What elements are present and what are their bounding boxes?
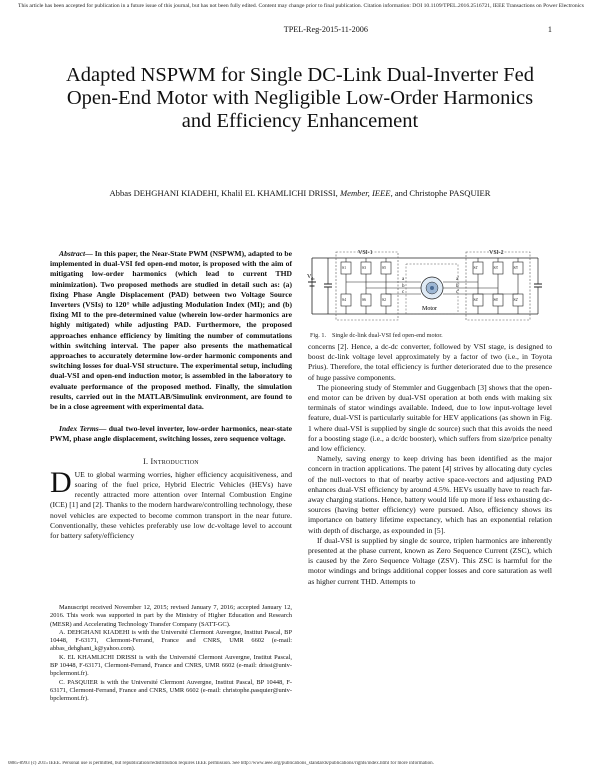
vsi2-label: VSI-2 bbox=[489, 250, 504, 256]
vsi1-s4: S4 bbox=[342, 298, 347, 302]
motor-label: Motor bbox=[422, 306, 437, 312]
vsi1-label: VSI-1 bbox=[358, 250, 373, 256]
vsi1-s2: S2 bbox=[382, 298, 387, 302]
right-paragraph-3: Namely, saving energy to keep driving has been identified as the major concern in traction applications. The patent [4] strives by allocating duty cycles of the null-vectors to that of nearby active space-vectors and adjusting PAD enhances dual-VSI efficiency by around 4.5%. HEVs usually have to reach far-away charging stations. Hence, battery would life up more if less exhausting dc-sources (having better efficiency) were pursued. Also, efficiency shows its importance on battery lifetime expectancy, which has an exponential relation with depth of discharge, as expounded in [5]. bbox=[308, 454, 552, 535]
footnote-author-3: C. PASQUIER is with the Université Clermont Auvergne, Institut Pascal, BP 10448, F-63171, Clermont-Ferrand, France and CNRS, UMR 6602 (e-mail: christophe.pasquier@univ-bpclermont.fr). bbox=[50, 678, 292, 703]
right-paragraph-2: The pioneering study of Stemmler and Guggenbach [3] shows that the open-end motor can be driven by dual-VSI operation at both ends with making six terminals of stator windings available. Indeed, due to low input-voltage level feature, dual-VSI is particularly suitable for HEV applications (as shown in Fig. 1 where dual-VSI is supplied by single dc source) such that this avoids the need for a boosting stage (i.e., a dc/dc booster), which suffers from size/price penalty and low efficiency. bbox=[308, 382, 552, 454]
footnotes bbox=[50, 604, 292, 704]
vsi2-s3: S3' bbox=[493, 266, 499, 270]
vsi2-s1: S1' bbox=[473, 266, 479, 270]
right-paragraph-1: concerns [2]. Hence, a dc-dc converter, followed by VSI stage, is designed to boost dc-link voltage level approximately by a factor of two (i.e., in Toyota Prius). Therefore, the total efficiency is further deteriorated due to the presence of huge passive components. bbox=[308, 342, 552, 382]
index-terms bbox=[50, 424, 292, 444]
section-heading-introduction bbox=[50, 457, 292, 467]
capacitor-2 bbox=[534, 258, 542, 314]
footnote-author-1: A. DEHGHANI KIADEHI is with the Université Clermont Auvergne, Institut Pascal, BP 10448, F-63171, Clermont-Ferrand, France and CNRS, UMR 6602 (e-mail: abbas_dehghani_k@yahoo.com). bbox=[50, 628, 292, 653]
phase-a2-label: a' bbox=[456, 277, 460, 282]
figure-number: Fig. 1. bbox=[310, 332, 326, 339]
capacitor-1 bbox=[324, 258, 332, 314]
authors-main: Abbas DEHGHANI KIADEHI, Khalil EL KHAMLICHI DRISSI, bbox=[109, 188, 338, 198]
dc-source bbox=[307, 258, 316, 314]
abstract-text: — In this paper, the Near-State PWM (NSPWM), adapted to be implemented in dual-VSI fed open-end motor, is proposed with the aim of mitigating low-order harmonics (which lead to current THD minimization). Two proposed methods are studied in detail such as: (a) fixing Phase Angle Displacement (PAD) between two Voltage Source Inverters (VSIs) to 120° while adjusting Modulation Index (MI); and (b) fixing MI to the pre-determined value (wherein low-order harmonics are highly mitigated) while adjusting PAD. Furthermore, the proposed approaches enhance efficiency by limiting the number of commutations within switching interval. The paper also presents the mathematical approaches to accurately determine low-order harmonic components and switching losses for dual-VSI structure. The experimental setup, including dual-VSI and open-end induction motor, is assembled in the laboratory to evaluate performance of the proposed method. Finally, the simulation results, carried out in the MATLAB/Simulink environment, are found to be in a close agreement with experimental data. bbox=[50, 249, 292, 412]
abstract bbox=[50, 249, 292, 412]
vsi1-s6: S6 bbox=[362, 298, 367, 302]
intro-text: UE to global warming worries, higher efficiency acquisitiveness, and soaring of the fuel price, Hybrid Electric Vehicles (HEVs) have recently attracted more attention over Internal Combustion Engine (ICE) [1] and [2]. Thanks to the modern hardware/controlling technology, these novel vehicles are expected to become common transport in the near future. Conventionally, these vehicles preferably use low dc-voltage level to account for battery safety/efficiency bbox=[50, 469, 292, 541]
phase-a-label: a bbox=[402, 277, 405, 282]
page-number: 1 bbox=[547, 25, 552, 34]
phase-c-label: c bbox=[402, 290, 405, 295]
vsi2-s5: S5' bbox=[513, 266, 519, 270]
paper-id: TPEL-Reg-2015-11-2006 bbox=[283, 25, 368, 34]
section-title: Introduction bbox=[150, 456, 199, 466]
journal-notice: This article has been accepted for publication in a future issue of this journal, but has not been fully edited. Content may change prior to final publication. Citation information: DOI 10.1109/TPEL.2016.2516721, IEEE Transactions on Power Electronics bbox=[18, 3, 584, 9]
vdc-subscript: dc bbox=[311, 276, 315, 281]
vsi2-s2: S2' bbox=[513, 298, 519, 302]
footnote-author-2: K. EL KHAMLICHI DRISSI is with the Université Clermont Auvergne, Institut Pascal, BP 10448, F-63171, Clermont-Ferrand, France and CNRS, UMR 6602 (e-mail: drissi@univ-bpclermont.fr). bbox=[50, 653, 292, 678]
right-paragraph-4: If dual-VSI is supplied by single dc source, triplen harmonics are inherently presented at the phase current, known as Zero Sequence Current (ZSC), which is caused by the Zero Sequence Voltage (ZSV). This ZSC is harmful for the motor windings and brings additional copper losses and core saturation as well as higher current THD. Attempts to bbox=[308, 535, 552, 586]
index-terms-text: — dual two-level inverter, low-order harmonics, near-state PWM, phase angle displacement, switching losses, zero sequence voltage. bbox=[50, 424, 293, 444]
copyright-notice: 0885-8993 (c) 2015 IEEE. Personal use is permitted, but republication/redistribution requires IEEE permission. See http://www.ieee.org/publications_standards/publications/rights/index.html for more information. bbox=[8, 761, 434, 766]
motor-icon bbox=[421, 277, 443, 299]
vsi1-s1: S1 bbox=[342, 266, 347, 270]
vsi1-s5: S5 bbox=[382, 266, 387, 270]
figure-caption-text: Single dc-link dual-VSI fed open-end motor. bbox=[332, 332, 443, 339]
drop-cap: D bbox=[50, 465, 72, 499]
intro-paragraph bbox=[50, 465, 292, 541]
authors-tail: , and Christophe PASQUIER bbox=[390, 188, 491, 198]
vsi2-s4: S4' bbox=[473, 298, 479, 302]
figure-caption bbox=[310, 332, 443, 339]
footnote-manuscript: Manuscript received November 12, 2015; revised January 7, 2016; accepted January 12, 2016. This work was supported in part by the Ministry of Higher Education and Research (MESR) and Accelerating Technology Transfer Company (SATT-GC). bbox=[50, 604, 292, 628]
right-column bbox=[308, 342, 552, 587]
index-terms-label: Index Terms bbox=[59, 424, 99, 434]
vsi1-s3: S3 bbox=[362, 266, 367, 270]
ieee-membership: Member, IEEE bbox=[339, 188, 391, 198]
vdc-label: V bbox=[307, 274, 312, 280]
paper-title: Adapted NSPWM for Single DC-Link Dual-Inverter Fed Open-End Motor with Negligible Low-Order Harmonics and Efficiency Enhancement bbox=[66, 64, 534, 132]
vsi2-s6: S6' bbox=[493, 298, 499, 302]
abstract-label: Abstract bbox=[59, 249, 86, 258]
section-numeral: I. bbox=[143, 456, 149, 466]
phase-b-label: b bbox=[402, 284, 405, 289]
phase-b2-label: b' bbox=[456, 284, 460, 289]
phase-c2-label: c' bbox=[456, 290, 460, 295]
circuit-diagram bbox=[306, 248, 552, 324]
left-column bbox=[50, 249, 292, 541]
author-list bbox=[70, 188, 530, 199]
